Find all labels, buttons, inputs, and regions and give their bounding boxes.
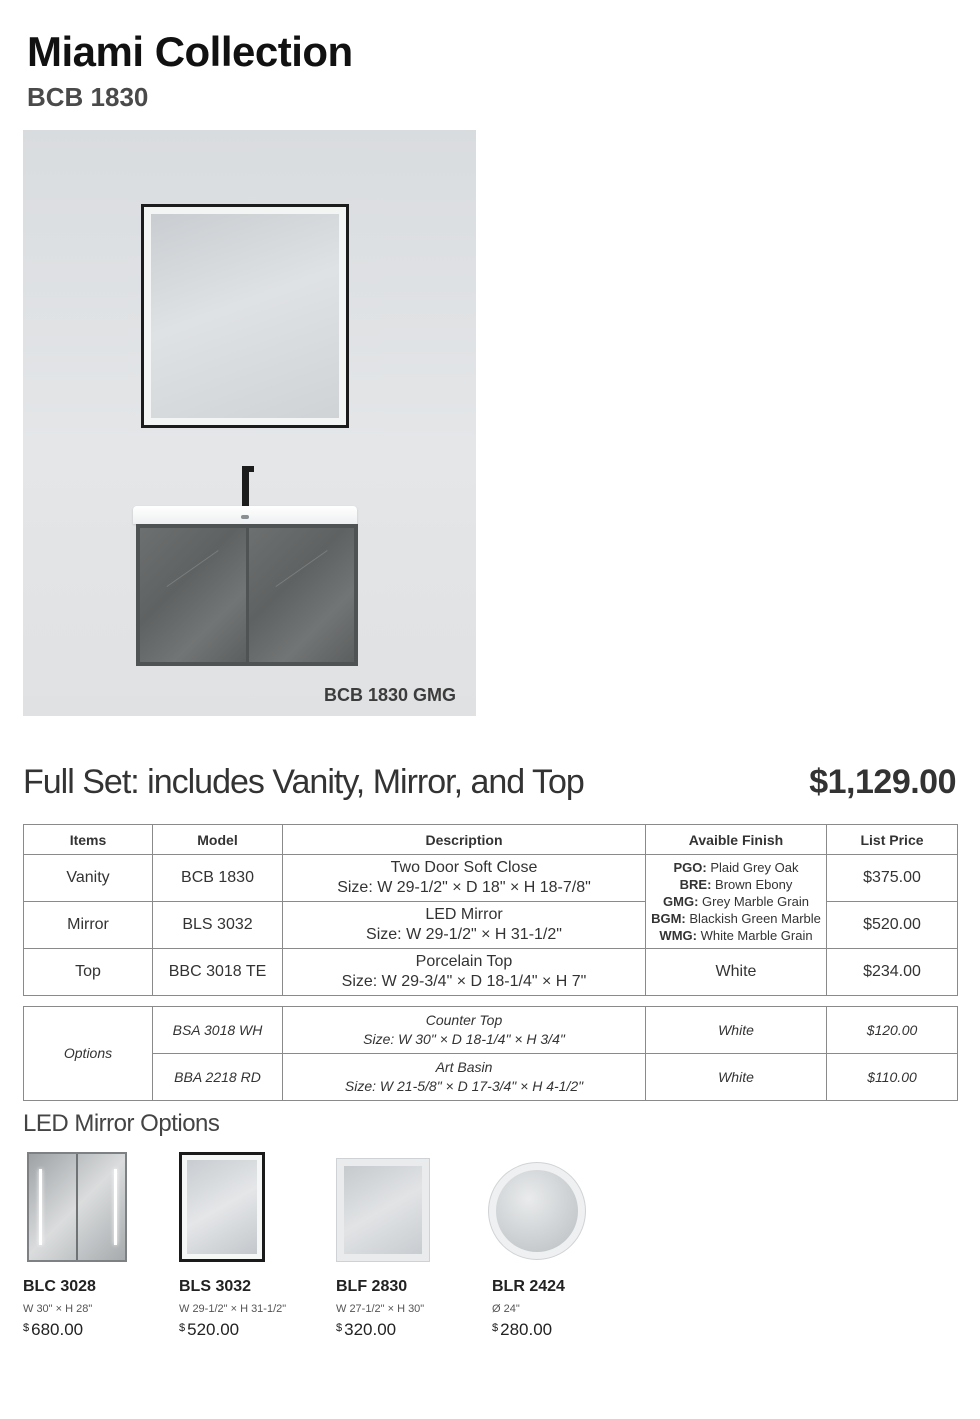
finish-code: PGO: [673, 860, 707, 875]
finish-option [646, 893, 826, 910]
page-subtitle: BCB 1830 [27, 82, 149, 112]
finish-name: Blackish Green Marble [689, 911, 821, 926]
mirror-illustration [141, 204, 349, 428]
desc-line1: Art Basin [435, 1059, 493, 1075]
cell-model: BSA 3018 WH [153, 1007, 283, 1054]
finish-code: WMG: [659, 928, 697, 943]
cell-price: $234.00 [827, 949, 958, 996]
cell-price: $110.00 [827, 1054, 958, 1101]
header-model: Model [153, 825, 283, 855]
table-row [24, 1054, 958, 1101]
table-row [24, 855, 958, 902]
cell-finish-list [646, 855, 827, 949]
cell-item: Top [24, 949, 153, 996]
cell-finish: White [646, 1007, 827, 1054]
product-size: W 27-1/2" × H 30" [336, 1303, 425, 1315]
header-finish: Avaible Finish [646, 825, 827, 855]
pricing-table [23, 824, 958, 996]
finish-option [646, 876, 826, 893]
currency-symbol: $ [179, 1322, 186, 1334]
finish-option [646, 859, 826, 876]
desc-line1: Two Door Soft Close [390, 859, 538, 876]
finish-option [646, 927, 826, 944]
finish-code: BRE: [679, 877, 712, 892]
square-mirror-image [179, 1152, 265, 1262]
faucet-illustration [242, 466, 249, 508]
desc-line2: Size: W 29-1/2" × D 18" × H 18-7/8" [337, 879, 591, 896]
cabinet-mirror-image [27, 1152, 127, 1262]
currency-symbol: $ [336, 1322, 343, 1334]
led-options-heading: LED Mirror Options [23, 1110, 220, 1137]
cell-price: $520.00 [827, 902, 958, 949]
cell-description [283, 1007, 646, 1054]
product-size: W 29-1/2" × H 31-1/2" [179, 1303, 287, 1315]
currency-symbol: $ [492, 1322, 499, 1334]
cell-options-label: Options [24, 1007, 153, 1101]
finish-name: Plaid Grey Oak [710, 860, 799, 875]
cell-finish: White [646, 1054, 827, 1101]
frameless-mirror-image [336, 1158, 430, 1262]
finish-code: GMG: [663, 894, 699, 909]
cell-item: Mirror [24, 902, 153, 949]
product-size: Ø 24" [492, 1303, 520, 1315]
table-row [24, 949, 958, 996]
cabinet-door-left [140, 528, 246, 662]
header-items: Items [24, 825, 153, 855]
page-title: Miami Collection [27, 28, 353, 75]
product-price [492, 1320, 552, 1340]
header-list-price: List Price [827, 825, 958, 855]
cell-item: Vanity [24, 855, 153, 902]
cell-description [283, 902, 646, 949]
cell-price: $120.00 [827, 1007, 958, 1054]
product-model: BLC 3028 [23, 1278, 96, 1295]
cell-description [283, 1054, 646, 1101]
currency-symbol: $ [23, 1322, 30, 1334]
table-header-row [24, 825, 958, 855]
cell-model: BLS 3032 [153, 902, 283, 949]
cell-description [283, 949, 646, 996]
product-price [23, 1320, 83, 1340]
price-amount: 520.00 [187, 1320, 240, 1339]
price-amount: 680.00 [31, 1320, 84, 1339]
product-model: BLS 3032 [179, 1278, 252, 1295]
desc-line2: Size: W 21-5/8" × D 17-3/4" × H 4-1/2" [344, 1078, 584, 1094]
desc-line1: LED Mirror [425, 906, 503, 923]
cell-model: BCB 1830 [153, 855, 283, 902]
finish-code: BGM: [651, 911, 686, 926]
table-row [24, 1007, 958, 1054]
fullset-price: $1,129.00 [809, 763, 956, 801]
cell-model: BBA 2218 RD [153, 1054, 283, 1101]
vanity-cabinet-illustration [136, 524, 358, 666]
desc-line1: Counter Top [425, 1012, 503, 1028]
finish-name: Brown Ebony [715, 877, 793, 892]
options-table [23, 1006, 958, 1101]
price-amount: 320.00 [344, 1320, 397, 1339]
product-price [336, 1320, 396, 1340]
cell-price: $375.00 [827, 855, 958, 902]
hero-product-image [23, 130, 476, 716]
hero-caption: BCB 1830 GMG [323, 685, 456, 705]
product-model: BLF 2830 [336, 1278, 408, 1295]
price-amount: 280.00 [500, 1320, 553, 1339]
cell-model: BBC 3018 TE [153, 949, 283, 996]
cabinet-door-right [249, 528, 355, 662]
desc-line2: Size: W 30" × D 18-1/4" × H 3/4" [363, 1031, 565, 1047]
desc-line2: Size: W 29-3/4" × D 18-1/4" × H 7" [341, 973, 587, 990]
desc-line1: Porcelain Top [415, 953, 513, 970]
cell-finish: White [646, 949, 827, 996]
faucet-spout [242, 466, 254, 472]
finish-name: Grey Marble Grain [702, 894, 809, 909]
product-price [179, 1320, 239, 1340]
finish-option [646, 910, 826, 927]
round-mirror-image [488, 1162, 586, 1260]
header-description: Description [283, 825, 646, 855]
basin-drain [241, 515, 249, 519]
product-size: W 30" × H 28" [23, 1303, 93, 1315]
desc-line2: Size: W 29-1/2" × H 31-1/2" [366, 926, 562, 943]
product-model: BLR 2424 [492, 1278, 565, 1295]
cell-description [283, 855, 646, 902]
fullset-label: Full Set: includes Vanity, Mirror, and Top [23, 763, 584, 801]
finish-name: White Marble Grain [700, 928, 813, 943]
